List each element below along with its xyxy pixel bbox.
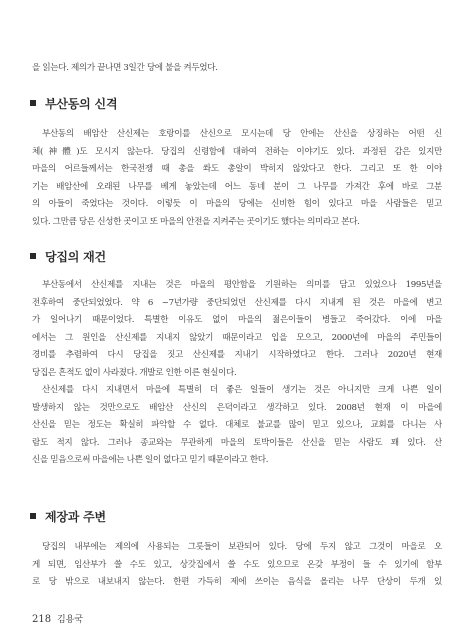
paragraph-line: 당집의 내부에는 제의에 사용되는 그릇들이 보관되어 있다. 당에 두지 않고 그것이 마을로 오 (42, 542, 442, 552)
paragraph-line: 체(神體)도 모시지 않는다. 당집의 신령함에 대하여 전하는 이야기도 있다. 과정된 감은 있지만 (32, 146, 442, 157)
section-body (32, 539, 442, 592)
paragraph-line: 부산동의 배암산 산신제는 호랑이를 산신으로 모시는데 당 안에는 산신을 상징하는 어떤 신 (42, 129, 442, 139)
paragraph-line: 을 읽는다. 제의가 끝나면 3일간 당에 불을 켜두었다. (32, 63, 218, 73)
paragraph-line: 에서는 그 원인을 산신제를 지내지 않았기 때문이라고 입을 모으고, 2000년에 마을의 주민들이 (32, 332, 442, 343)
paragraph-line: 가 일어나기 때문이었다. 특별한 이유도 없이 마을의 젊은이들이 병들고 죽어갔다. 이에 마을 (32, 315, 442, 325)
section-title: 당집의 재건 (45, 249, 106, 264)
paragraph-line: 기는 배암산에 오래된 나무를 베게 놓았는데 어느 동네 분이 그 나무를 가져간 후에 바로 그분 (32, 181, 442, 192)
paragraph-line: 경비를 추렴하여 다시 당집을 짓고 산신제를 지내기 시작하였다고 한다. 그러나 2020년 현재 (32, 350, 442, 360)
section-title: 부산동의 신격 (45, 96, 118, 111)
section-body (32, 277, 442, 470)
paragraph-line: 부산동에서 산신제를 지내는 것은 마을의 평안함을 기원하는 의미를 담고 있었으나 1995년을 (42, 280, 442, 290)
square-bullet-icon (30, 513, 36, 519)
paragraph-line: 게 되면, 임산부가 쓸 수도 있고, 상갓집에서 쓸 수도 있으므로 온갖 부정이 들 수 있기에 함부 (32, 559, 442, 570)
paragraph-line: 산신을 믿는 정도는 확실히 파악할 수 없다. 대체로 불교를 많이 믿고 있으나, 교회를 다니는 사 (32, 420, 442, 430)
page-footer (32, 612, 83, 625)
paragraph-line: 당집은 흔적도 없이 사라졌다. 개발로 인한 이른 현실이다. (32, 367, 237, 378)
intro-paragraph (32, 60, 442, 78)
paragraph-line: 로 당 밖으로 내보내지 않는다. 한편 가득히 제에 쓰이는 음식을 올리는 나무 단상이 두개 있 (32, 577, 442, 587)
section-heading (30, 246, 106, 266)
section-heading (30, 506, 106, 526)
paragraph-line: 있다. 그만큼 당은 신성한 곳이고 또 마을의 안전을 지켜주는 곳이기도 했다는 의미라고 본다. (32, 216, 360, 227)
square-bullet-icon (30, 253, 36, 259)
paragraph-line: 산신제를 다시 지내면서 마을에 특별히 더 좋은 일들이 생기는 것은 아니지만 크게 나쁜 일이 (42, 385, 442, 395)
section-body (32, 126, 442, 231)
footer-author: 김용국 (56, 615, 84, 625)
square-bullet-icon (30, 100, 36, 106)
paragraph-line: 전후하여 중단되었었다. 약 6 ~7년가량 중단되었던 산신제를 다시 지내게 된 것은 마을에 변고 (32, 297, 442, 308)
paragraph-line: 람도 적지 않다. 그러나 종교와는 무관하게 마을의 토박이들은 산신을 믿는 사람도 꽤 있다. 산 (32, 437, 442, 448)
paragraph-line: 발생하지 않는 것만으로도 배암산 산신의 은덕이라고 생각하고 있다. 2008년 현재 이 마을에 (32, 402, 442, 413)
paragraph-line: 신을 믿음으로써 마을에는 나쁜 일이 없다고 믿기 때문이라고 한다. (32, 455, 269, 465)
paragraph-line: 마을의 어르들께서는 한국전쟁 때 총을 쏴도 총알이 박히지 않았다고 한다. 그리고 또 한 이야 (32, 164, 442, 174)
page-number: 218 (32, 614, 52, 625)
section-title: 제장과 주변 (45, 509, 106, 524)
section-heading (30, 93, 117, 113)
paragraph-line: 의 아들이 죽었다는 것이다. 이렇듯 이 마을의 당에는 신비한 힘이 있다고 마을 사람들은 믿고 (32, 199, 442, 209)
